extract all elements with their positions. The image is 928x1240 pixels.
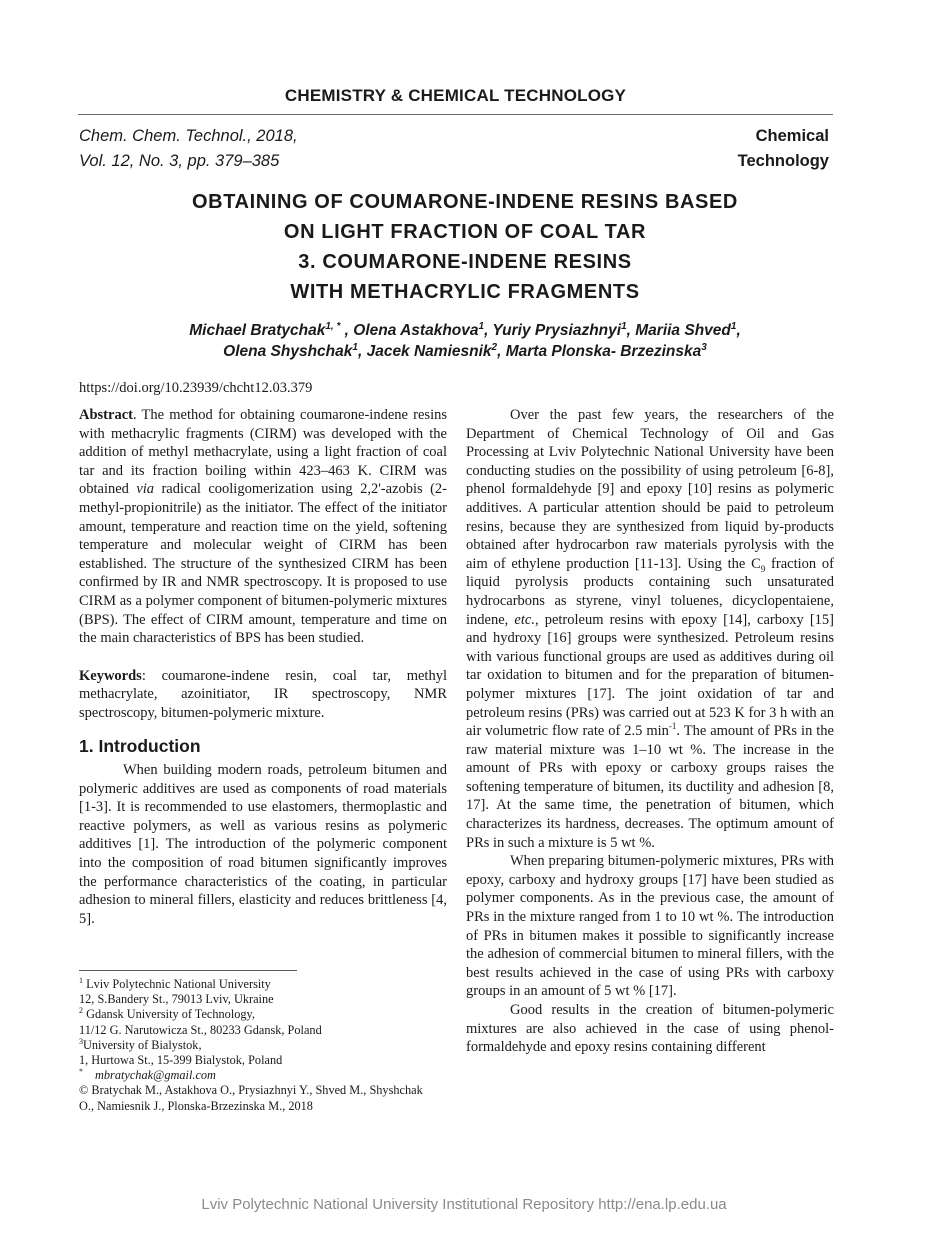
keywords: [79, 667, 447, 723]
author-name: Michael Bratychak: [189, 322, 326, 339]
author-line-1: Michael Bratychak$^{1, *}$ , Olena Astakhova$^1$, Yuriy Prysiazhnyi$^1$, Mariia Shved$^1$,: [189, 320, 741, 339]
abstract-text-2: radical cooligomerization using 2,2'-azobis (2-methyl-propionitrile) as the initiator. The effect of the initiator amount, temperature and reaction time on the yield, softening temperature and molecular weight of CIRM has been established. The structure of the synthesized CIRM has been confirmed by IR and NMR spectroscopy. It is proposed to use CIRM as a polymer component of bitumen-polymeric mixtures (BPS). The effect of CIRM amount, temperature and time on the main characteristics of BPS has been studied.: [79, 481, 447, 647]
affiliation-1-address: 12, S.Bandery St., 79013 Lviv, Ukraine: [79, 992, 274, 1007]
author-affiliation: 1: [352, 341, 358, 353]
abstract-via: via: [136, 481, 155, 498]
author-name: Jacek Namiesnik: [366, 343, 492, 360]
abstract-text-1: . The method for obtaining coumarone-indene resins with methacrylic fragments (CIRM) was developed with the addition of methyl methacrylate, using a light fraction of coal tar and its fraction boiling within 423–463 K. CIRM was obtained: [79, 407, 447, 498]
journal-header: CHEMISTRY & CHEMICAL TECHNOLOGY: [284, 86, 627, 105]
section-line-2: Technology: [737, 152, 829, 170]
corresponding-mark: *: [79, 1067, 83, 1077]
repository-footer: Lviv Polytechnic National University Institutional Repository http://ena.lp.edu.ua: [201, 1196, 727, 1213]
doi-link[interactable]: https://doi.org/10.23939/chcht12.03.379: [79, 380, 313, 396]
abstract-label: Abstract: [79, 407, 133, 423]
affiliation-2-name: [79, 1007, 459, 1022]
right-column: [466, 406, 834, 1057]
author-name: Marta Plonska- Brzezinska: [505, 343, 702, 360]
author-name: Olena Astakhova: [353, 322, 479, 339]
title-line-3: 3. COUMARONE-INDENE RESINS: [298, 251, 632, 273]
affiliation-mark: 3: [79, 1036, 83, 1046]
paragraph-text: fraction of liquid pyrolysis products containing such unsaturated hydrocarbons as styrene, vinyl toluenes, dicyclopentaiene, indene,: [466, 555, 834, 628]
email-link[interactable]: mbratychak@gmail.com: [95, 1068, 216, 1083]
corresponding-email: [79, 1068, 459, 1083]
citation-journal-year: Chem. Chem. Technol., 2018,: [79, 127, 298, 145]
author-name: Mariia Shved: [635, 322, 731, 339]
author-list: [120, 320, 810, 362]
author-affiliation: 1, *: [325, 320, 341, 332]
affiliation-text: Gdansk University of Technology,: [83, 1007, 255, 1022]
affiliation-3-name: [79, 1038, 459, 1053]
subscript: 9: [760, 563, 766, 574]
journal-section: [738, 124, 829, 174]
affiliation-1-name: [79, 977, 459, 992]
footnote-divider: [79, 970, 297, 971]
intro-paragraph-3: When preparing bitumen-polymeric mixtures, PRs with epoxy, carboxy and hydroxy groups [17] have been studied as polymer components. As in the previous case, the amount of PRs in the mixture ranged from 1 to 10 wt %. The introduction of PRs in bitumen makes it possible to significantly increase the adhesion of commercial bitumen to mineral fillers, with the best results achieved in the case of using PRs with carboxy groups in an amount of 5 wt % [17].: [466, 853, 834, 1000]
title-line-2: ON LIGHT FRACTION OF COAL TAR: [283, 221, 647, 243]
section-line-1: Chemical: [755, 127, 829, 145]
copyright-line-2: O., Namiesnik J., Plonska-Brzezinska M., 2018: [79, 1098, 313, 1113]
paragraph-text: , petroleum resins with epoxy [14], carboxy [15] and hydroxy [16] groups were synthesized. Petroleum resins with various functional groups are used as additives during oil tar oxidation to bitumen and for the preparation of bitumen-polymer mixtures [17]. The joint oxidation of tar and petroleum resins (PRs) was carried out at 523 K for 3 h with an air volumetric flow rate of 2.5 min: [466, 611, 835, 740]
superscript: -1: [668, 721, 677, 732]
header-divider: [78, 114, 833, 115]
footnotes: [79, 977, 459, 1114]
paragraph-text: . The amount of PRs in the raw material mixture was 1–10 wt %. The increase in the amount of PRs with epoxy or carboxy groups raises the softening temperature of bitumen, its ductility and adhesion [8, 17]. At the same time, the penetration of bitumen, which characterizes its hardness, decreases. The optimum amount of PRs in such a mixture is 5 wt %.: [466, 723, 834, 851]
author-affiliation: 1: [478, 320, 485, 332]
keywords-label: Keywords: [79, 667, 142, 684]
intro-paragraph-4: Good results in the creation of bitumen-polymeric mixtures are also achieved in the case of using phenol-formaldehyde and epoxy resins containing different: [466, 1002, 834, 1056]
author-name: Olena Shyshchak: [223, 343, 353, 360]
intro-paragraph-1: When building modern roads, petroleum bitumen and polymeric additives are used as components of road materials [1-3]. It is recommended to use elastomers, thermoplastic and reactive polymers, as well as various resins as polymeric additives [1]. The introduction of the polymeric component into the composition of road bitumen significantly improves the performance characteristics of the coating, in particular adhesion to mineral fillers, elasticity and reduces brittleness [4, 5].: [79, 762, 447, 927]
author-affiliation: 1: [621, 320, 627, 332]
citation-info: [79, 124, 298, 174]
affiliation-2-address: 11/12 G. Narutowicza St., 80233 Gdansk, Poland: [79, 1022, 322, 1037]
left-column: [79, 406, 447, 928]
spacer: [79, 648, 447, 667]
author-affiliation: 2: [491, 341, 498, 353]
author-affiliation: 1: [730, 320, 737, 332]
affiliation-text: University of Bialystok,: [83, 1037, 202, 1052]
intro-paragraph-2: [466, 406, 834, 852]
title-line-4: WITH METHACRYLIC FRAGMENTS: [290, 281, 640, 303]
copyright-line-1: © Bratychak M., Astakhova O., Prysiazhnyi Y., Shved M., Shyshchak: [79, 1083, 423, 1098]
citation-volume-pages: Vol. 12, No. 3, pp. 379–385: [79, 152, 280, 170]
author-line-2: Olena Shyshchak$^1$, Jacek Namiesnik$^2$, Marta Plonska- Brzezinska$^3$: [223, 341, 707, 360]
paper-title: [120, 187, 810, 307]
affiliation-text: Lviv Polytechnic National University: [83, 977, 271, 991]
keywords-text: : coumarone-indene resin, coal tar, methyl methacrylate, azoinitiator, IR spectroscopy, NMR spectroscopy, bitumen-polymeric mixture.: [79, 667, 447, 721]
abstract: [79, 406, 447, 648]
affiliation-mark: 2: [79, 1006, 83, 1016]
title-line-1: OBTAINING OF COUMARONE-INDENE RESINS BASED: [192, 191, 738, 213]
affiliation-3-address: 1, Hurtowa St., 15-399 Bialystok, Poland: [79, 1053, 283, 1068]
author-name: Yuriy Prysiazhnyi: [492, 322, 622, 339]
italic-etc: etc.: [514, 611, 535, 628]
author-affiliation: 3: [701, 341, 707, 353]
section-heading-introduction: 1. Introduction: [79, 735, 201, 756]
paragraph-text: Over the past few years, the researchers of the Department of Chemical Technology of Oil and Gas Processing at Lviv Polytechnic National University have been conducting studies on the possibility of using petroleum [6-8], phenol formaldehyde [9] and epoxy [10] resins as polymeric additives. A particular attention should be paid to petroleum resins, because they are synthesized from liquid by-products obtained after hydrocarbon raw materials pyrolysis with the aim of ethylene production [11-13]. Using the C: [466, 407, 834, 572]
affiliation-mark: 1: [79, 975, 83, 985]
